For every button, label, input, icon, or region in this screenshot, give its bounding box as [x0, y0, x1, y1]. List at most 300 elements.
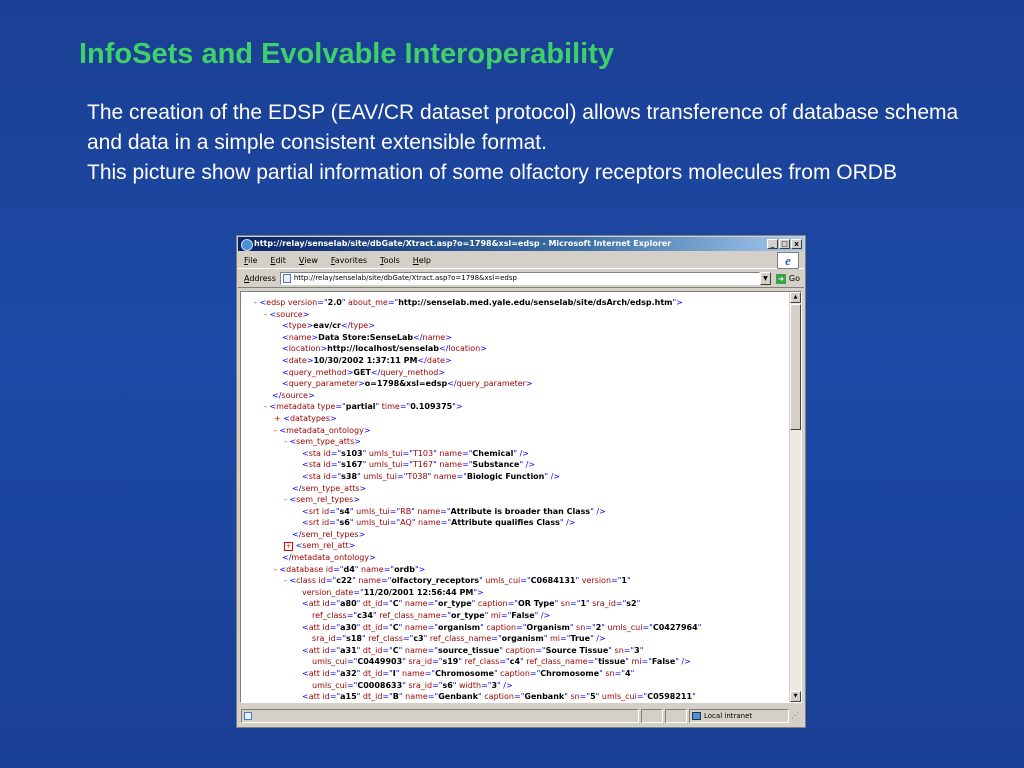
xml-line[interactable] — [241, 494, 790, 506]
xml-token: " — [361, 634, 366, 644]
xml-token: http://senselab.med.yale.edu/senselab/site/dsArch/edsp.htm — [398, 298, 673, 307]
xml-token: organism — [501, 634, 544, 644]
xml-token: =" — [623, 645, 635, 655]
xml-token: " — [402, 657, 406, 667]
xml-token: Data Store:SenseLab — [318, 332, 414, 342]
xml-token: 2 — [595, 622, 602, 632]
xml-token: < — [302, 645, 309, 655]
xml-token: =" — [462, 448, 473, 458]
xml-token: C0684131 — [530, 576, 576, 586]
xml-token: =" — [346, 657, 358, 667]
vertical-scrollbar[interactable] — [789, 292, 801, 702]
close-button[interactable]: x — [791, 239, 802, 249]
expand-toggle[interactable]: + — [286, 543, 292, 551]
xml-token: att — [308, 599, 320, 609]
xml-token: sem_rel_types — [301, 529, 359, 539]
xml-token: ref_class — [365, 634, 403, 644]
xml-line — [241, 622, 790, 634]
slide-title: InfoSets and Evolvable Interoperability — [79, 38, 615, 70]
xml-token: id — [316, 576, 326, 586]
xml-token: =" — [381, 576, 392, 586]
xml-token: 4 — [625, 669, 631, 678]
xml-token: umls_tui — [360, 471, 397, 481]
xml-token: " — [356, 669, 361, 678]
xml-token: " — [697, 622, 702, 632]
xml-token: " — [586, 599, 590, 609]
xml-token: =" — [424, 669, 436, 678]
xml-token: =" — [570, 599, 581, 609]
status-cell — [641, 709, 663, 723]
status-main — [241, 709, 639, 723]
collapse-toggle[interactable]: - — [284, 576, 290, 586]
xml-token: =" — [382, 669, 393, 678]
xml-token: </ — [340, 321, 351, 331]
xml-token: sem_rel_types — [296, 495, 354, 505]
xml-token: =" — [383, 564, 395, 574]
xml-token: " — [349, 506, 354, 516]
xml-token: name — [402, 622, 428, 632]
xml-token: sta — [308, 460, 321, 470]
xml-token: query_method — [380, 367, 439, 377]
xml-token: query_method — [288, 367, 347, 377]
security-zone — [689, 709, 789, 723]
xml-token: 11/20/2001 12:56:44 PM — [363, 587, 474, 597]
xml-token: a15 — [340, 692, 357, 702]
xml-line — [241, 587, 790, 599]
xml-token: =" — [329, 518, 340, 528]
window-titlebar[interactable] — [238, 237, 804, 251]
xml-token: sem_rel_att — [302, 541, 349, 551]
xml-token: =" — [491, 634, 502, 644]
xml-token: T167 — [412, 460, 434, 470]
intranet-icon — [692, 712, 701, 720]
browser-screenshot — [236, 235, 806, 728]
xml-token: Source Tissue — [545, 645, 609, 655]
xml-token: > — [358, 379, 365, 389]
windows-logo-icon: e — [777, 252, 799, 269]
xml-token: " — [636, 599, 641, 609]
xml-token: version_date — [302, 587, 354, 597]
collapse-toggle[interactable]: - — [274, 425, 280, 435]
xml-token: < — [302, 506, 309, 516]
xml-line[interactable] — [241, 564, 790, 576]
collapse-toggle[interactable]: - — [274, 564, 280, 574]
xml-line — [241, 633, 790, 645]
xml-line — [241, 448, 790, 460]
xml-token: caption — [497, 669, 530, 678]
xml-token: s2 — [626, 599, 637, 609]
menu-file[interactable]: File — [244, 256, 258, 265]
minimize-button[interactable]: _ — [767, 239, 778, 249]
xml-token: =" — [382, 645, 393, 655]
xml-token: mi — [628, 657, 642, 667]
xml-token: < — [282, 355, 289, 365]
window-title: http://relay/senselab/site/dbGate/Xtract.asp?o=1798&xsl=edsp - Microsoft Internet Explorer — [254, 239, 672, 248]
xml-token: width — [456, 680, 482, 690]
xml-line[interactable] — [241, 540, 790, 552]
status-cell — [665, 709, 687, 723]
collapse-toggle[interactable]: - — [284, 495, 290, 505]
scroll-down-button[interactable]: ▼ — [790, 691, 801, 702]
xml-token: T038 — [407, 471, 428, 481]
xml-token: =" — [382, 622, 393, 632]
xml-line[interactable] — [241, 575, 790, 587]
xml-token: c22 — [336, 576, 353, 586]
collapse-toggle[interactable]: - — [254, 298, 260, 307]
xml-token: I — [392, 669, 396, 678]
xml-token: RB — [400, 506, 412, 516]
xml-token: " — [356, 692, 361, 702]
xml-token: > — [320, 344, 328, 354]
xml-token: att — [308, 645, 320, 655]
menu-edit[interactable]: Edit — [270, 256, 286, 265]
xml-token: dt_id — [360, 622, 383, 632]
xml-token: or_type — [451, 611, 485, 621]
xml-token: =" — [427, 622, 438, 632]
xml-token: " — [398, 645, 403, 655]
xml-token: =" — [520, 576, 531, 586]
xml-token: tissue — [598, 657, 626, 667]
xml-token: o=1798&xsl=edsp — [364, 379, 448, 389]
xml-token: id — [319, 692, 330, 702]
xml-token: or_type — [437, 599, 472, 609]
xml-token: sn — [611, 645, 624, 655]
xml-line — [241, 668, 790, 680]
xml-token: " /> — [590, 634, 606, 644]
xml-token: name — [402, 645, 428, 655]
xml-token: > — [445, 332, 452, 342]
xml-view — [241, 297, 790, 702]
xml-token: T103 — [412, 448, 434, 458]
xml-token: name — [414, 506, 441, 516]
xml-token: =" — [325, 576, 337, 586]
xml-token: date — [426, 355, 445, 365]
xml-token: C — [392, 645, 399, 655]
xml-token: location — [288, 344, 321, 354]
xml-token: 2.0 — [327, 298, 342, 307]
xml-token: =" — [402, 460, 413, 470]
xml-token: umls_tui — [366, 448, 403, 458]
xml-token: c3 — [413, 634, 424, 644]
xml-token: > — [348, 541, 356, 551]
xml-token: < — [302, 599, 309, 609]
xml-token: =" — [560, 634, 571, 644]
xml-line — [241, 367, 790, 379]
xml-token: eav/cr — [313, 321, 341, 331]
xml-line — [241, 483, 790, 495]
xml-token: dt_id — [360, 692, 383, 702]
go-button[interactable]: Go — [788, 274, 800, 283]
xml-token: id — [319, 622, 330, 632]
slide-body — [87, 98, 967, 188]
xml-token: < — [302, 622, 309, 632]
xml-token: < — [282, 321, 289, 331]
xml-token: " — [626, 576, 631, 586]
xml-token: name — [402, 599, 428, 609]
xml-line — [241, 459, 790, 471]
xml-token: " /> — [513, 448, 529, 458]
xml-token: > — [307, 390, 315, 400]
xml-token: "> — [414, 564, 426, 574]
xml-token: < — [282, 344, 289, 354]
xml-token: > — [306, 355, 314, 365]
xml-token: =" — [456, 471, 467, 481]
xml-token: < — [279, 425, 287, 435]
scroll-up-button[interactable]: ▲ — [790, 292, 801, 303]
xml-token: > — [354, 437, 361, 447]
xml-token: caption — [483, 622, 517, 632]
page-icon — [283, 274, 291, 283]
xml-token: =" — [500, 611, 512, 621]
address-dropdown-button[interactable]: ▼ — [760, 272, 771, 285]
xml-token: name — [431, 471, 457, 481]
xml-token: =" — [317, 298, 328, 307]
xml-token: =" — [346, 611, 358, 621]
xml-token: att — [308, 669, 320, 678]
xml-token: id — [319, 669, 330, 678]
xml-token: edsp — [266, 298, 286, 307]
xml-token: name — [422, 332, 446, 342]
xml-token: B — [392, 692, 399, 702]
xml-token: > — [302, 309, 310, 319]
xml-token: s6 — [339, 518, 350, 528]
xml-token: < — [302, 518, 309, 528]
xml-token: Chemical — [472, 448, 514, 458]
xml-token: OR Type — [517, 599, 555, 609]
xml-token: </ — [447, 379, 457, 389]
xml-token: " — [471, 599, 476, 609]
xml-line — [241, 517, 790, 529]
xml-token: =" — [636, 692, 648, 702]
xml-line[interactable] — [241, 425, 790, 437]
address-bar — [238, 270, 804, 288]
xml-token: </ — [439, 344, 449, 354]
xml-line — [241, 471, 790, 483]
xml-token: " — [625, 657, 629, 667]
xml-token: dt_id — [360, 645, 383, 655]
xml-token: =" — [507, 599, 518, 609]
status-bar — [238, 706, 804, 726]
xml-token: sem_type_atts — [301, 483, 360, 493]
xml-token: id — [319, 506, 330, 516]
xml-token: ref_class_name — [427, 634, 492, 644]
xml-token: GET — [353, 367, 371, 377]
xml-token: Attribute qualifies Class — [451, 518, 560, 528]
collapse-toggle[interactable]: - — [264, 309, 270, 319]
xml-token: ordb — [394, 564, 415, 574]
xml-token: organism — [437, 622, 481, 632]
xml-token: " /> — [559, 518, 576, 528]
xml-token: ref_class_name — [376, 611, 441, 621]
xml-token: srt — [308, 518, 320, 528]
xml-token: 10/30/2002 1:37:11 PM — [313, 355, 418, 365]
xml-token: > — [444, 355, 452, 365]
xml-line[interactable] — [241, 413, 790, 425]
menu-view[interactable]: View — [298, 256, 318, 265]
go-arrow-icon[interactable]: ➜ — [776, 274, 786, 284]
xml-token: caption — [502, 645, 536, 655]
xml-token: database — [286, 564, 324, 574]
xml-token: < — [269, 402, 277, 412]
xml-token: id — [319, 599, 330, 609]
xml-token: =" — [389, 506, 401, 516]
xml-token: caption — [481, 692, 514, 702]
xml-token: " — [493, 669, 498, 678]
xml-token: =" — [396, 471, 408, 481]
xml-line — [241, 332, 790, 344]
xml-token: id — [323, 564, 334, 574]
xml-token: " — [395, 669, 400, 678]
xml-line — [241, 645, 790, 657]
scroll-thumb[interactable] — [790, 304, 801, 430]
xml-line — [241, 390, 790, 402]
xml-token: =" — [427, 645, 438, 655]
xml-line — [241, 610, 790, 622]
xml-token: =" — [513, 692, 525, 702]
xml-token: s167 — [341, 460, 363, 470]
xml-token: =" — [382, 599, 393, 609]
xml-token: " — [433, 448, 437, 458]
xml-token: > — [330, 413, 337, 423]
menu-help[interactable]: Help — [412, 256, 432, 265]
xml-token: > — [368, 321, 375, 331]
xml-token: C0449903 — [357, 657, 403, 667]
xml-token: " — [356, 622, 361, 632]
xml-line — [241, 343, 790, 355]
xml-token: =" — [614, 669, 625, 678]
xml-token: name — [355, 576, 382, 586]
xml-token: sn — [567, 692, 580, 702]
xml-token: =" — [402, 448, 413, 458]
menu-bar — [238, 253, 804, 269]
xml-token: c4 — [509, 657, 521, 667]
xml-token: s18 — [346, 634, 362, 644]
xml-token: umls_cui — [312, 680, 347, 690]
xml-token: umls_cui — [604, 622, 643, 632]
xml-token: 1 — [580, 599, 587, 609]
xml-token: partial — [345, 402, 376, 412]
xml-token: a32 — [340, 669, 357, 678]
xml-token: mi — [547, 634, 561, 644]
xml-token: =" — [440, 518, 452, 528]
xml-token: =" — [427, 692, 439, 702]
xml-line[interactable] — [241, 297, 790, 309]
collapse-toggle[interactable]: - — [264, 402, 270, 412]
xml-token: =" — [432, 680, 443, 690]
xml-token: " — [569, 622, 574, 632]
xml-token: </ — [292, 529, 302, 539]
xml-token: source_tissue — [437, 645, 500, 655]
collapse-toggle[interactable]: - — [284, 437, 290, 447]
xml-token: name — [288, 332, 312, 342]
xml-token: =" — [389, 518, 401, 528]
xml-token: > — [346, 367, 354, 377]
xml-token: dt_id — [360, 599, 383, 609]
xml-token: " — [362, 460, 367, 470]
xml-token: "> — [672, 298, 683, 307]
xml-token: =" — [329, 645, 341, 655]
xml-token: " — [433, 460, 437, 470]
xml-token: " — [398, 599, 403, 609]
xml-token: Attribute is broader than Class — [450, 506, 591, 516]
xml-token: att — [308, 622, 320, 632]
xml-token: name — [436, 448, 463, 458]
xml-token: " /> — [590, 506, 606, 516]
expand-toggle[interactable]: + — [274, 413, 284, 423]
menu-tools[interactable]: Tools — [380, 256, 400, 265]
xml-token: type — [350, 321, 369, 331]
xml-token: 0.109375 — [410, 402, 453, 412]
xml-token: =" — [585, 622, 596, 632]
xml-token: < — [302, 460, 309, 470]
xml-token: " /> — [544, 471, 560, 481]
xml-token: =" — [329, 506, 340, 516]
xml-token: " — [601, 622, 605, 632]
xml-line[interactable] — [241, 436, 790, 448]
resize-grip-icon[interactable]: ⋰ — [791, 711, 799, 720]
xml-token: umls_tui — [353, 518, 390, 528]
xml-token: s19 — [442, 657, 459, 667]
xml-token: "> — [473, 587, 484, 597]
xml-token: id — [320, 471, 331, 481]
xml-token: < — [289, 437, 297, 447]
xml-line[interactable] — [241, 309, 790, 321]
xml-token: c34 — [357, 611, 373, 621]
address-input[interactable] — [280, 272, 760, 285]
xml-token: > — [438, 367, 446, 377]
xml-token: " — [630, 669, 635, 678]
menu-favorites[interactable]: Favorites — [330, 256, 368, 265]
xml-token: > — [358, 529, 366, 539]
xml-token: < — [282, 332, 289, 342]
xml-token: False — [511, 611, 535, 621]
xml-token: Chromosome — [540, 669, 600, 678]
xml-token: sra_id — [589, 599, 616, 609]
xml-token: > — [480, 344, 487, 354]
xml-token: a31 — [340, 645, 357, 655]
xml-token: umls_cui — [599, 692, 637, 702]
xml-line[interactable] — [241, 401, 790, 413]
slide-paragraph: The creation of the EDSP (EAV/CR dataset protocol) allows transference of database schema and data in a simple consistent extensible format. — [87, 101, 959, 154]
xml-token: sra_id — [405, 680, 433, 690]
xml-token: version — [285, 298, 318, 307]
xml-token: " — [398, 622, 403, 632]
xml-line — [241, 320, 790, 332]
xml-token: =" — [333, 564, 344, 574]
xml-token: " — [543, 634, 548, 644]
xml-token: =" — [330, 471, 342, 481]
xml-token: http://localhost/senselab — [327, 344, 440, 354]
xml-token: name — [415, 518, 441, 528]
xml-token: =" — [499, 657, 510, 667]
maximize-button[interactable]: □ — [779, 239, 790, 249]
xml-token: < — [302, 669, 309, 678]
xml-line — [241, 378, 790, 390]
xml-line — [241, 552, 790, 564]
xml-token: query_parameter — [288, 379, 359, 389]
xml-token: sra_id — [312, 634, 336, 644]
xml-line — [241, 656, 790, 668]
xml-token: =" — [353, 587, 364, 597]
xml-token: " — [479, 576, 483, 586]
xml-token: time — [379, 402, 400, 412]
xml-token: " — [357, 471, 361, 481]
xml-token: " — [575, 576, 580, 586]
xml-token: =" — [330, 448, 342, 458]
xml-token: False — [651, 657, 676, 667]
xml-token: source — [281, 390, 308, 400]
xml-token: " — [356, 599, 361, 609]
